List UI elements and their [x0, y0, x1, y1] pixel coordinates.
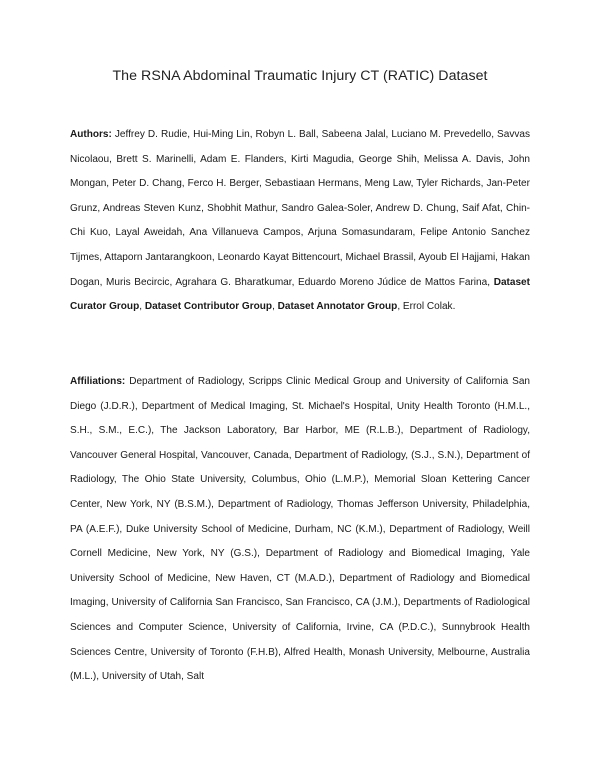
curator-group: Dataset Curator Group [70, 276, 530, 313]
annotator-group: Dataset Annotator Group [277, 301, 398, 313]
affiliations-label: Affiliations: [70, 376, 126, 387]
separator: , [272, 301, 278, 313]
paper-title: The RSNA Abdominal Traumatic Injury CT (RATIC) Dataset [112, 68, 488, 84]
authors-paragraph [70, 123, 530, 320]
separator: , [139, 301, 145, 313]
affiliations-paragraph [70, 370, 530, 690]
affiliations-list: Department of Radiology, Scripps Clinic Medical Group and University of California San Diego (J.D.R.), Department of Medical Imaging, St. Michael's Hospital, Unity Health Toronto (H.M.L., S.H., S.M., E.C.), The Jackson Laboratory, Bar Harbor, ME (R.L.B.), Department of Radiology, Vancouver General Hospital, Vancouver, Canada, Department of Radiology, (S.J., S.N.), Department of Radiology, The Ohio State University, Columbus, Ohio (L.M.P.), Memorial Sloan Kettering Cancer Center, New York, NY (B.S.M.), Department of Radiology, Thomas Jefferson University, Philadelphia, PA (A.E.F.), Duke University School of Medicine, Durham, NC (K.M.), Department of Radiology, Weill Cornell Medicine, New York, NY (G.S.), Department of Radiology and Biomedical Imaging, Yale University School of Medicine, New Haven, CT (M.A.D.), Department of Radiology and Biomedical Imaging, University of California San Francisco, San Francisco, CA (J.M.), Departments of Radiological Sciences and Computer Science, University of California, Irvine, CA (P.D.C.), Sunnybrook Health Sciences Centre, University of Toronto (F.H.B), Alfred Health, Monash University, Melbourne, Australia (M.L.), University of Utah, Salt [70, 376, 531, 683]
authors-tail: , Errol Colak. [397, 301, 456, 313]
authors-label: Authors: [70, 129, 112, 140]
authors-list: Jeffrey D. Rudie, Hui-Ming Lin, Robyn L. Ball, Sabeena Jalal, Luciano M. Prevedello, Savvas Nicolaou, Brett S. Marinelli, Adam E. Flanders, Kirti Magudia, George Shih, Melissa A. Davis, John Mongan, Peter D. Chang, Ferco H. Berger, Sebastiaan Hermans, Meng Law, Tyler Richards, Jan-Peter Grunz, Andreas Steven Kunz, Shobhit Mathur, Sandro Galea-Soler, Andrew D. Chung, Saif Afat, Chin-Chi Kuo, Layal Aweidah, Ana Villanueva Campos, Arjuna Somasundaram, Felipe Antonio Sanchez Tijmes, Attaporn Jantarangkoon, Leonardo Kayat Bittencourt, Michael Brassil, Ayoub El Hajjami, Hakan Dogan, Muris Becircic, Agrahara G. Bharatkumar, Eduardo Moreno Júdice de Mattos Farina, [70, 129, 531, 288]
contributor-group: Dataset Contributor Group [144, 301, 273, 313]
